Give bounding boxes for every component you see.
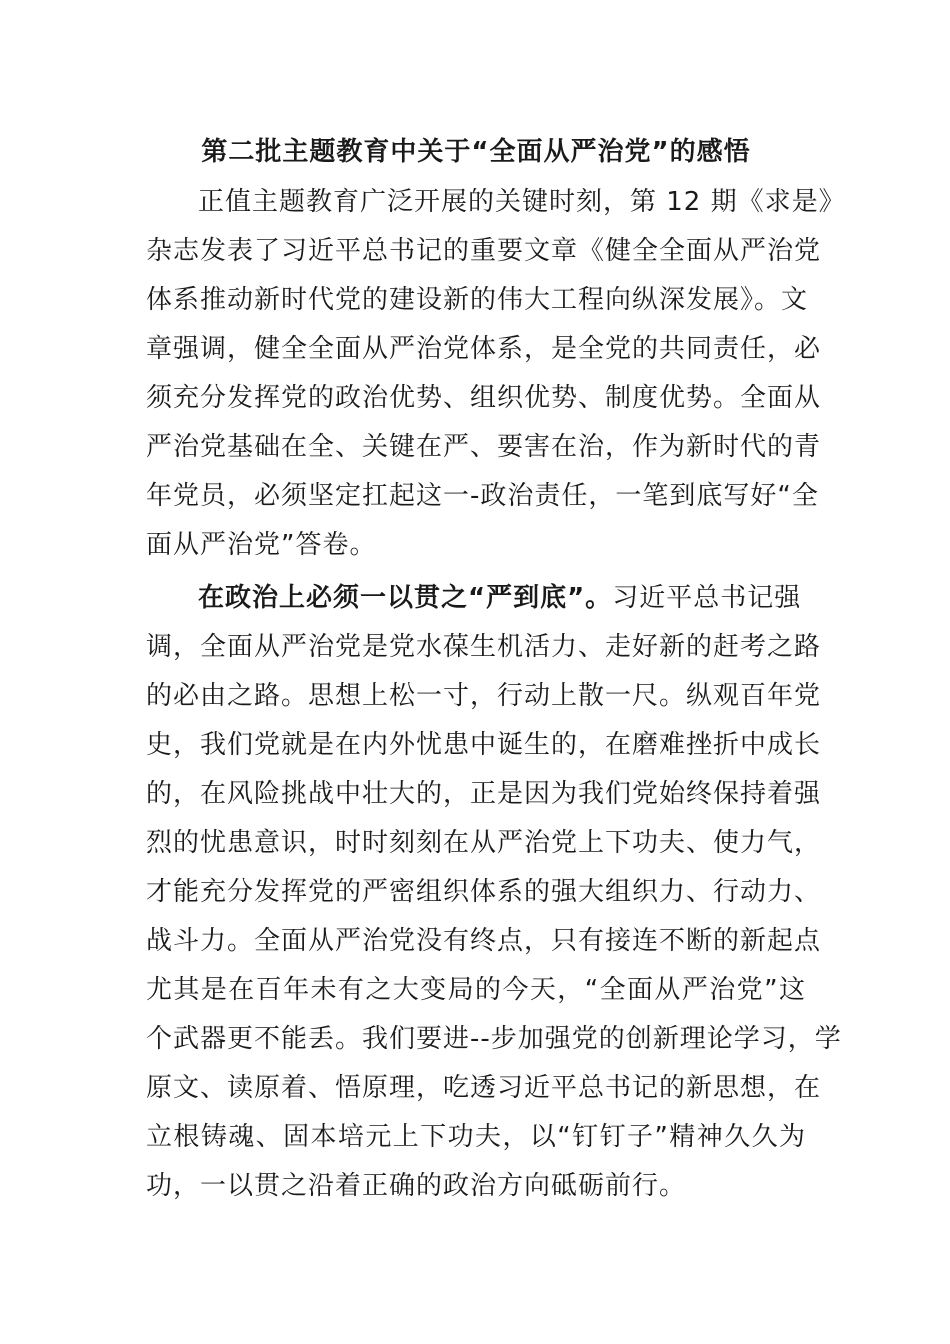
paragraph-2-first-line-rest: 习近平总书记强 <box>612 583 802 613</box>
paragraph-2-line-3: 的必由之路。思想上松一寸，行动上散一尺。纵观百年党 <box>146 681 822 711</box>
paragraph-2-line-1 <box>198 580 806 616</box>
paragraph-1-line-2: 杂志发表了习近平总书记的重要文章《健全全面从严治党 <box>146 236 822 266</box>
paragraph-2-line-11: 原文、读原着、悟原理，吃透习近平总书记的新思想，在 <box>146 1073 822 1103</box>
paragraph-1-line-8: 面从严治党”答卷。 <box>146 530 377 560</box>
paragraph-1-line-1: 正值主题教育广泛开展的关键时刻，第 12 期《求是》 <box>198 187 846 217</box>
paragraph-2-line-6: 烈的忧患意识，时时刻刻在从严治党上下功夫、使力气， <box>146 828 822 858</box>
paragraph-2-line-9: 尤其是在百年未有之大变局的今天，“全面从严治党”这 <box>146 975 806 1005</box>
paragraph-1-line-6: 严治党基础在全、关键在严、要害在治，作为新时代的青 <box>146 432 822 462</box>
paragraph-1-line-4: 章强调，健全全面从严治党体系，是全党的共同责任，必 <box>146 334 822 364</box>
paragraph-1-line-7: 年党员，必须坚定扛起这一-政治责任，一笔到底写好“全 <box>146 481 819 511</box>
paragraph-2-line-8: 战斗力。全面从严治党没有终点，只有接连不断的新起点 <box>146 926 822 956</box>
paragraph-2-line-13: 功，一以贯之沿着正确的政治方向砥砺前行。 <box>146 1171 687 1201</box>
paragraph-1-line-5: 须充分发挥党的政治优势、组织优势、制度优势。全面从 <box>146 383 822 413</box>
paragraph-2-line-2: 调，全面从严治党是党水葆生机活力、走好新的赶考之路 <box>146 632 822 662</box>
paragraph-2-heading: 在政治上必须一以贯之“严到底”。 <box>198 583 613 613</box>
paragraph-2-line-10: 个武器更不能丢。我们要进--步加强党的创新理论学习，学 <box>146 1024 842 1054</box>
paragraph-1-line-3: 体系推动新时代党的建设新的伟大工程向纵深发展》。文 <box>146 285 809 315</box>
paragraph-2-line-12: 立根铸魂、固本培元上下功夫，以“钉钉子”精神久久为 <box>146 1122 806 1152</box>
paragraph-2-line-5: 的，在风险挑战中壮大的，正是因为我们党始终保持着强 <box>146 779 822 809</box>
document-title: 第二批主题教育中关于“全面从严治党”的感悟 <box>201 137 751 167</box>
paragraph-2-line-4: 史，我们党就是在内外忧患中诞生的，在磨难挫折中成长 <box>146 730 822 760</box>
paragraph-2-line-7: 才能充分发挥党的严密组织体系的强大组织力、行动力、 <box>146 877 822 907</box>
